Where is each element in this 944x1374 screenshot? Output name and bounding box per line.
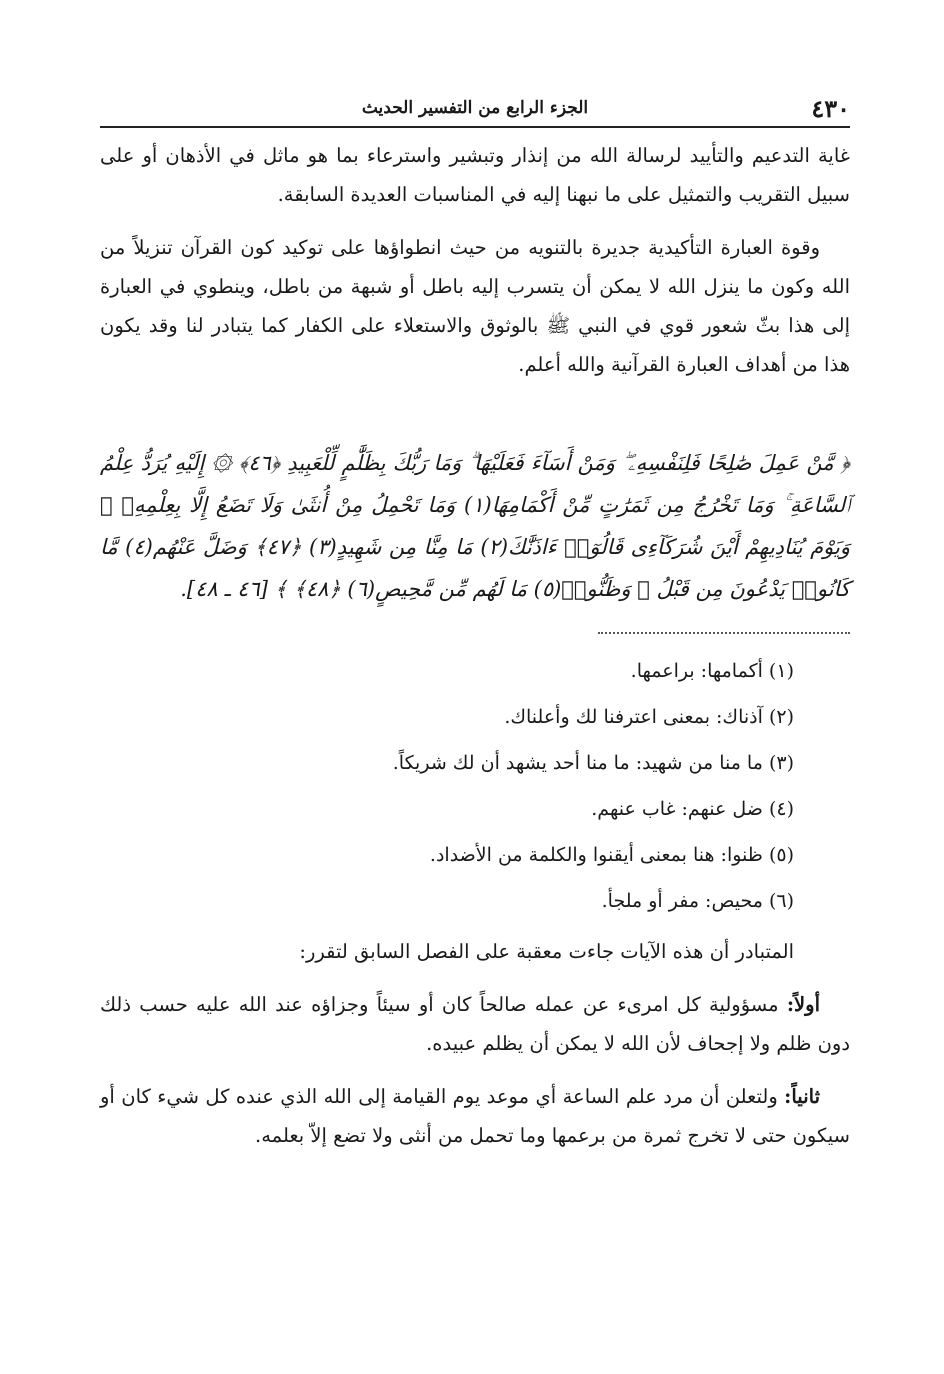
footnote-1: (١) أكمامها: براعمها. [630, 660, 794, 682]
footnotes-list [100, 648, 850, 924]
footnote-6: (٦) محيص: مفر أو ملجأ. [601, 890, 794, 912]
footnote-4: (٤) ضل عنهم: غاب عنهم. [591, 798, 794, 820]
second-label: ثانياً: [784, 1085, 820, 1108]
second-text: ولتعلن أن مرد علم الساعة أي موعد يوم القيامة إلى الله الذي عنده كل شيء كان أو سيكون حتى لا تخرج ثمرة من برعمها وما تحمل من أنثى ولا تضع إلاّ بعلمه. [100, 1085, 850, 1147]
paragraph-2: وقوة العبارة التأكيدية جديرة بالتنويه من حيث انطواؤها على توكيد كون القرآن تنزيلاً من الله وكون ما ينزل الله لا يمكن أن يتسرب إليه باطل أو شبهة من باطل، وينطوي في العبارة إلى هذا بثّ شعور قوي في النبي ﷺ بالوثوق والاستعلاء على الكفار كما يتبادر لنا وقد يكون هذا من أهداف العبارة القرآنية والله أعلم. [100, 236, 850, 376]
quran-verses: ﴿ مَّنْ عَمِلَ صَٰلِحًا فَلِنَفْسِهِۦ ۖ وَمَنْ أَسَآءَ فَعَلَيْهَا ۗ وَمَا رَبُّكَ بِظَلَّٰمٍ لِّلْعَبِيدِ ﴿٤٦﴾ ۞ إِلَيْهِ يُرَدُّ عِلْمُ ٱلسَّاعَةِ ۚ وَمَا تَخْرُجُ مِن ثَمَرَٰتٍ مِّنْ أَكْمَامِهَا(١) وَمَا تَحْمِلُ مِنْ أُنثَىٰ وَلَا تَضَعُ إِلَّا بِعِلْمِهِۦ ۚ وَيَوْمَ يُنَادِيهِمْ أَيْنَ شُرَكَآءِى قَالُوٓا۟ ءَاذَنَّٰكَ(٢) مَا مِنَّا مِن شَهِيدٍ(٣) ﴿٤٧﴾ وَضَلَّ عَنْهُم(٤) مَّا كَانُوا۟ يَدْعُونَ مِن قَبْلُ ۖ وَظَنُّوا۟(٥) مَا لَهُم مِّن مَّحِيصٍ(٦) ﴿٤٨﴾ ﴾ [٤٦ ـ ٤٨]. [100, 451, 850, 601]
page-number: ٤٣٠ [811, 94, 850, 123]
commentary-intro: المتبادر أن هذه الآيات جاءت معقبة على الفصل السابق لتقرر: [299, 940, 794, 963]
commentary-second [100, 1077, 850, 1155]
footnote-3: (٣) ما منا من شهيد: ما منا أحد يشهد أن لك شريكاً. [392, 752, 794, 774]
footnote-separator [598, 632, 850, 634]
book-page [100, 90, 850, 1155]
running-title: الجزء الرابع من التفسير الحديث [361, 98, 589, 118]
footnote-5: (٥) ظنوا: هنا بمعنى أيقنوا والكلمة من الأضداد. [429, 844, 794, 866]
first-text: مسؤولية كل امرىء عن عمله صالحاً كان أو سيئاً وجزاؤه عند الله عليه حسب ذلك دون ظلم ولا إجحاف لأن الله لا يمكن أن يظلم عبيده. [100, 993, 850, 1055]
paragraph-1: غاية التدعيم والتأييد لرسالة الله من إنذار وتبشير واسترعاء بما هو ماثل في الأذهان أو على سبيل التقريب والتمثيل على ما نبهنا إليه في المناسبات العديدة السابقة. [100, 144, 850, 206]
page-header [100, 90, 850, 128]
footnote-2: (٢) آذناك: بمعنى اعترفنا لك وأعلناك. [504, 706, 794, 728]
commentary-first [100, 985, 850, 1063]
first-label: أولاً: [786, 993, 820, 1016]
